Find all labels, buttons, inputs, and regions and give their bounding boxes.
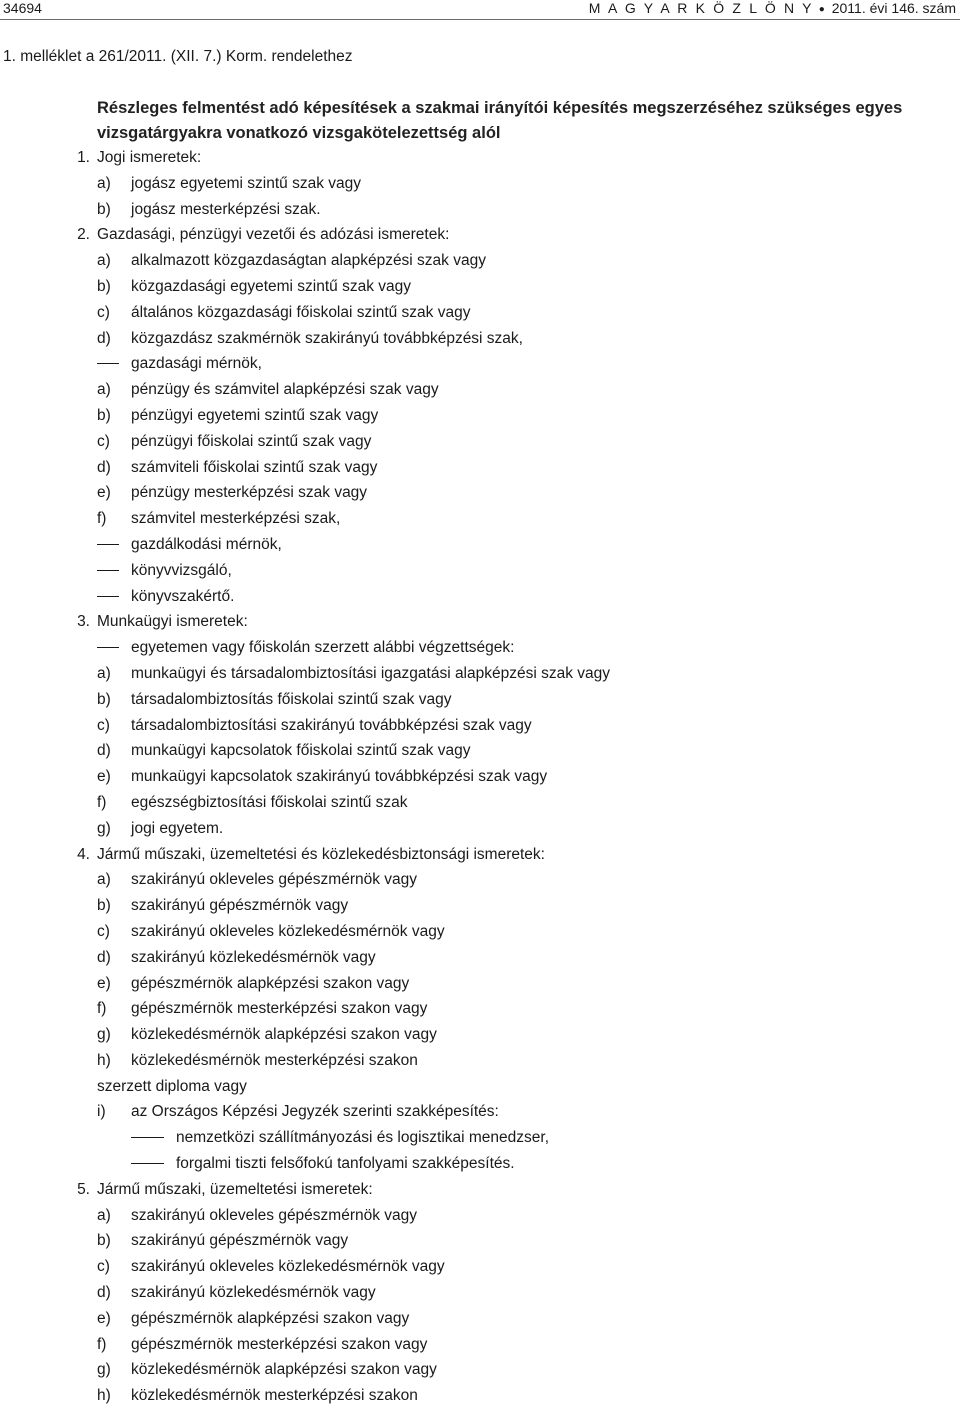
list-item xyxy=(0,274,960,300)
item-text: számvitel mesterképzési szak, xyxy=(131,510,341,528)
document-body xyxy=(0,145,960,1409)
list-item xyxy=(0,919,960,945)
item-text: közgazdasági egyetemi szintű szak vagy xyxy=(131,277,412,295)
item-text: szakirányú gépészmérnök vagy xyxy=(131,1232,349,1250)
item-marker: b) xyxy=(97,200,111,218)
item-marker: g) xyxy=(97,1026,111,1044)
item-text: szakirányú gépészmérnök vagy xyxy=(131,897,349,915)
item-text: társadalombiztosítás főiskolai szintű szak vagy xyxy=(131,690,452,708)
item-marker: d) xyxy=(97,742,111,760)
item-text: gépészmérnök alapképzési szakon vagy xyxy=(131,974,410,992)
page-header xyxy=(0,0,960,20)
list-item xyxy=(0,584,960,610)
item-marker: e) xyxy=(97,484,111,502)
list-item xyxy=(0,1151,960,1177)
item-marker: b) xyxy=(97,1232,111,1250)
list-item xyxy=(0,867,960,893)
item-marker: h) xyxy=(97,1387,111,1405)
page-number: 34694 xyxy=(3,0,42,16)
list-item xyxy=(0,635,960,661)
item-text: közlekedésmérnök alapképzési szakon vagy xyxy=(131,1361,437,1379)
item-marker: c) xyxy=(97,922,110,940)
item-text: szakirányú okleveles közlekedésmérnök vagy xyxy=(131,922,445,940)
section-heading xyxy=(0,609,960,635)
dash-marker xyxy=(97,596,119,597)
list-item xyxy=(0,816,960,842)
item-text: gépészmérnök alapképzési szakon vagy xyxy=(131,1309,410,1327)
item-marker: e) xyxy=(97,1309,111,1327)
list-item xyxy=(0,532,960,558)
list-item xyxy=(0,351,960,377)
list-item xyxy=(0,1125,960,1151)
section-label: Jármű műszaki, üzemeltetési ismeretek: xyxy=(97,1180,373,1198)
item-text: munkaügyi kapcsolatok főiskolai szintű szak vagy xyxy=(131,742,471,760)
item-marker: d) xyxy=(97,1284,111,1302)
item-text: közlekedésmérnök mesterképzési szakon xyxy=(131,1387,418,1405)
bullet-icon: ● xyxy=(818,4,825,15)
journal-name: M A G Y A R K Ö Z L Ö N Y xyxy=(588,0,814,16)
item-marker: d) xyxy=(97,948,111,966)
item-marker: d) xyxy=(97,329,111,347)
item-marker: e) xyxy=(97,974,111,992)
dash-marker xyxy=(131,1137,164,1138)
item-text: forgalmi tiszti felsőfokú tanfolyami szakképesítés. xyxy=(176,1155,515,1173)
section-heading xyxy=(0,145,960,171)
item-text: egyetemen vagy főiskolán szerzett alábbi végzettségek: xyxy=(131,639,515,657)
item-text: társadalombiztosítási szakirányú továbbképzési szak vagy xyxy=(131,716,532,734)
item-text: gépészmérnök mesterképzési szakon vagy xyxy=(131,1335,428,1353)
annex-reference: 1. melléklet a 261/2011. (XII. 7.) Korm. rendelethez xyxy=(3,48,353,65)
list-item xyxy=(0,790,960,816)
list-item xyxy=(0,1048,960,1074)
section-number: 3. xyxy=(77,613,90,631)
item-marker: f) xyxy=(97,510,107,528)
dash-marker xyxy=(131,1163,164,1164)
item-text: jogász mesterképzési szak. xyxy=(131,200,321,218)
item-marker: c) xyxy=(97,716,110,734)
issue-label: 2011. évi 146. szám xyxy=(831,0,956,16)
item-text: gazdálkodási mérnök, xyxy=(131,535,282,553)
list-item xyxy=(0,300,960,326)
section-label: szerzett diploma vagy xyxy=(97,1077,247,1095)
section-label: Jogi ismeretek: xyxy=(97,149,202,166)
list-item xyxy=(0,248,960,274)
list-item xyxy=(0,1074,960,1100)
list-item xyxy=(0,996,960,1022)
list-item xyxy=(0,1357,960,1383)
list-item xyxy=(0,197,960,223)
item-marker: a) xyxy=(97,174,111,192)
list-item xyxy=(0,738,960,764)
dash-marker xyxy=(97,570,119,571)
item-text: szakirányú okleveles gépészmérnök vagy xyxy=(131,1206,418,1224)
list-item xyxy=(0,429,960,455)
item-text: szakirányú közlekedésmérnök vagy xyxy=(131,948,376,966)
list-item xyxy=(0,455,960,481)
list-item xyxy=(0,893,960,919)
list-item xyxy=(0,1280,960,1306)
item-marker: g) xyxy=(97,1361,111,1379)
item-text: szakirányú közlekedésmérnök vagy xyxy=(131,1284,376,1302)
item-marker: b) xyxy=(97,277,111,295)
section-label: Jármű műszaki, üzemeltetési és közlekedésbiztonsági ismeretek: xyxy=(97,845,545,863)
list-item xyxy=(0,945,960,971)
item-text: munkaügyi kapcsolatok szakirányú továbbképzési szak vagy xyxy=(131,768,548,786)
list-item xyxy=(0,480,960,506)
list-item xyxy=(0,1099,960,1125)
item-marker: c) xyxy=(97,432,110,450)
item-text: pénzügyi egyetemi szintű szak vagy xyxy=(131,406,379,424)
list-item xyxy=(0,1383,960,1409)
list-item xyxy=(0,403,960,429)
item-marker: b) xyxy=(97,897,111,915)
section-label: Munkaügyi ismeretek: xyxy=(97,613,248,631)
item-text: gazdasági mérnök, xyxy=(131,355,262,373)
item-text: pénzügy mesterképzési szak vagy xyxy=(131,484,368,502)
section-number: 2. xyxy=(77,226,90,244)
item-marker: a) xyxy=(97,664,111,682)
journal-title xyxy=(589,1,956,17)
item-marker: h) xyxy=(97,1051,111,1069)
item-text: pénzügy és számvitel alapképzési szak vagy xyxy=(131,381,439,399)
item-text: jogász egyetemi szintű szak vagy xyxy=(131,174,362,192)
item-text: közlekedésmérnök mesterképzési szakon xyxy=(131,1051,418,1069)
item-marker: a) xyxy=(97,381,111,399)
header-divider xyxy=(0,19,960,20)
item-marker: c) xyxy=(97,1258,110,1276)
item-text: szakirányú okleveles közlekedésmérnök vagy xyxy=(131,1258,445,1276)
item-text: könyvszakértő. xyxy=(131,587,235,605)
item-marker: c) xyxy=(97,303,110,321)
item-marker: b) xyxy=(97,690,111,708)
item-text: általános közgazdasági főiskolai szintű szak vagy xyxy=(131,303,471,321)
list-item xyxy=(0,1022,960,1048)
item-text: nemzetközi szállítmányozási és logisztikai menedzser, xyxy=(176,1129,550,1147)
item-marker: a) xyxy=(97,1206,111,1224)
item-text: közlekedésmérnök alapképzési szakon vagy xyxy=(131,1026,437,1044)
section-number: 5. xyxy=(77,1180,90,1198)
item-marker: a) xyxy=(97,252,111,270)
dash-marker xyxy=(97,647,119,648)
item-text: alkalmazott közgazdaságtan alapképzési szak vagy xyxy=(131,252,486,270)
list-item xyxy=(0,1332,960,1358)
section-number: 4. xyxy=(77,845,90,863)
list-item xyxy=(0,506,960,532)
list-item xyxy=(0,1306,960,1332)
section-heading xyxy=(0,1177,960,1203)
list-item xyxy=(0,971,960,997)
list-item xyxy=(0,326,960,352)
item-text: számviteli főiskolai szintű szak vagy xyxy=(131,458,378,476)
item-marker: f) xyxy=(97,1000,107,1018)
section-number: 1. xyxy=(77,149,90,166)
list-item xyxy=(0,377,960,403)
list-item xyxy=(0,1254,960,1280)
item-marker: i) xyxy=(97,1103,106,1121)
item-text: szakirányú okleveles gépészmérnök vagy xyxy=(131,871,418,889)
item-marker: b) xyxy=(97,406,111,424)
section-heading xyxy=(0,222,960,248)
item-marker: a) xyxy=(97,871,111,889)
item-text: közgazdász szakmérnök szakirányú továbbképzési szak, xyxy=(131,329,523,347)
list-item xyxy=(0,1203,960,1229)
item-text: egészségbiztosítási főiskolai szintű szak xyxy=(131,793,408,811)
section-label: Gazdasági, pénzügyi vezetői és adózási ismeretek: xyxy=(97,226,450,244)
item-text: gépészmérnök mesterképzési szakon vagy xyxy=(131,1000,428,1018)
item-marker: g) xyxy=(97,819,111,837)
item-text: könyvvizsgáló, xyxy=(131,561,232,579)
list-item xyxy=(0,661,960,687)
item-text: jogi egyetem. xyxy=(131,819,224,837)
item-text: pénzügyi főiskolai szintű szak vagy xyxy=(131,432,372,450)
item-marker: f) xyxy=(97,793,107,811)
list-item xyxy=(0,713,960,739)
list-item xyxy=(0,558,960,584)
list-item xyxy=(0,687,960,713)
list-item xyxy=(0,764,960,790)
item-marker: f) xyxy=(97,1335,107,1353)
dash-marker xyxy=(97,544,119,545)
item-text: az Országos Képzési Jegyzék szerinti szakképesítés: xyxy=(131,1103,499,1121)
section-heading xyxy=(0,842,960,868)
document-title: Részleges felmentést adó képesítések a szakmai irányítói képesítés megszerzéséhez szükséges egyes vizsgatárgyakra vonatkozó vizsgakötelezettség alól xyxy=(97,99,903,142)
list-item xyxy=(0,1228,960,1254)
item-text: munkaügyi és társadalombiztosítási igazgatási alapképzési szak vagy xyxy=(131,664,611,682)
item-marker: e) xyxy=(97,768,111,786)
dash-marker xyxy=(97,363,119,364)
item-marker: d) xyxy=(97,458,111,476)
list-item xyxy=(0,171,960,197)
